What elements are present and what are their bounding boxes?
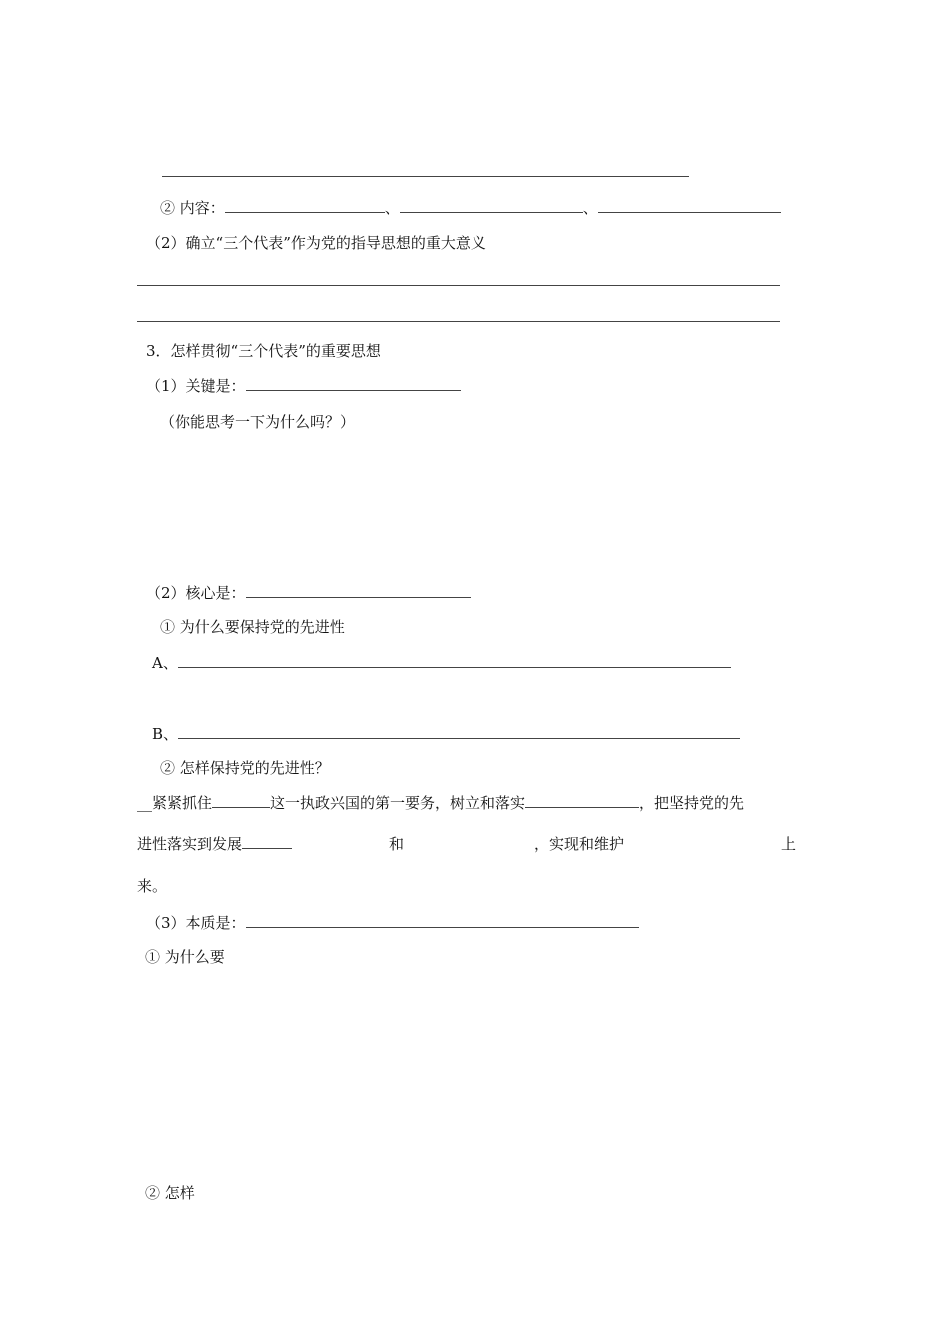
think-prompt: （你能思考一下为什么吗？） xyxy=(160,413,356,431)
content-blank-3[interactable] xyxy=(598,198,781,213)
sub2-heading: （2）确立“三个代表”作为党的指导思想的重大意义 xyxy=(146,234,486,252)
para-blank-2[interactable] xyxy=(525,793,639,808)
option-a-label: A、 xyxy=(152,654,178,672)
essence-blank[interactable] xyxy=(246,913,639,928)
option-b-label: B、 xyxy=(152,725,179,743)
para-blank-1[interactable] xyxy=(212,793,270,808)
essence-label: （3）本质是： xyxy=(146,914,246,932)
answer-line-3[interactable] xyxy=(137,321,780,322)
para2-part-c: ，实现和维护 xyxy=(534,835,625,853)
content-label-line xyxy=(160,198,781,218)
content-label: ② 内容： xyxy=(160,199,225,217)
option-b-blank[interactable] xyxy=(178,724,740,739)
answer-line-1[interactable] xyxy=(162,176,689,177)
key-blank[interactable] xyxy=(246,376,461,391)
para2-part-d: 上 xyxy=(781,835,797,853)
core-label: （2）核心是： xyxy=(146,584,246,602)
para2-part-b: 和 xyxy=(389,835,405,853)
para-part-b: 这一执政兴国的第一要务，树立和落实 xyxy=(270,794,526,812)
why-advanced: ① 为什么要保持党的先进性 xyxy=(160,618,345,636)
para-part-a: __紧紧抓住 xyxy=(137,794,213,812)
para2-blank-1[interactable] xyxy=(242,834,292,849)
how-advanced: ② 怎样保持党的先进性？ xyxy=(160,759,330,777)
answer-line-2[interactable] xyxy=(137,285,780,286)
option-a-blank[interactable] xyxy=(178,653,731,668)
separator-1: 、 xyxy=(384,199,400,217)
core-line xyxy=(146,583,471,603)
key-line xyxy=(146,376,461,396)
separator-2: 、 xyxy=(582,199,598,217)
essence-line xyxy=(146,913,639,933)
how-question: ② 怎样 xyxy=(145,1184,195,1202)
content-blank-1[interactable] xyxy=(225,198,385,213)
content-blank-2[interactable] xyxy=(400,198,583,213)
key-label: （1）关键是： xyxy=(146,377,246,395)
para2-part-a: 进性落实到发展 xyxy=(137,835,243,853)
section3-heading: 3．怎样贯彻“三个代表”的重要思想 xyxy=(146,342,381,360)
paragraph-line-2 xyxy=(137,834,797,854)
paragraph-line-3: 来。 xyxy=(137,877,168,895)
core-blank[interactable] xyxy=(246,583,471,598)
option-b-line xyxy=(152,724,740,744)
para-part-c: ，把坚持党的先 xyxy=(639,794,745,812)
why-question: ① 为什么要 xyxy=(145,948,225,966)
paragraph-line-1 xyxy=(137,793,744,813)
option-a-line xyxy=(152,653,731,673)
